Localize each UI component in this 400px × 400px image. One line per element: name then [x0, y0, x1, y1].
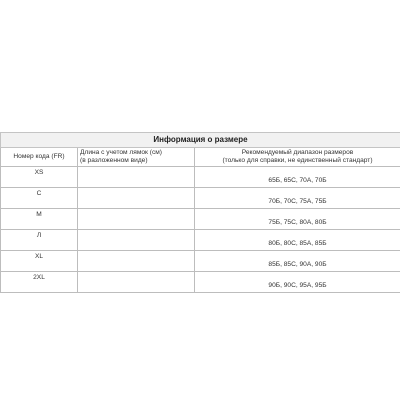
- table-title: Информация о размере: [1, 133, 400, 148]
- size-length: [78, 251, 195, 272]
- size-table: [0, 132, 400, 293]
- table-row: [1, 272, 400, 293]
- size-length: [78, 272, 195, 293]
- header-length: [78, 148, 195, 167]
- header-range-line2: (только для справки, не единственный стандарт): [222, 157, 373, 164]
- header-range: [195, 148, 400, 167]
- header-row: [1, 148, 400, 167]
- table-row: [1, 188, 400, 209]
- table-row: [1, 230, 400, 251]
- header-range-line1: Рекомендуемый диапазон размеров: [241, 149, 354, 156]
- size-range: 85Б, 85С, 90А, 90Б: [195, 251, 400, 272]
- size-range: 65Б, 65С, 70А, 70Б: [195, 167, 400, 188]
- size-range: 70Б, 70С, 75А, 75Б: [195, 188, 400, 209]
- table-row: [1, 251, 400, 272]
- title-row: [1, 133, 400, 148]
- header-length-line1: Длина с учетом лямок (см): [80, 149, 162, 156]
- size-length: [78, 209, 195, 230]
- size-code: С: [1, 188, 78, 209]
- header-code: Номер кода (FR): [1, 148, 78, 167]
- size-code: XL: [1, 251, 78, 272]
- table-row: [1, 209, 400, 230]
- size-code: Л: [1, 230, 78, 251]
- size-code: 2XL: [1, 272, 78, 293]
- header-length-line2: (в разложенном виде): [80, 157, 148, 164]
- size-code: XS: [1, 167, 78, 188]
- size-length: [78, 230, 195, 251]
- size-code: М: [1, 209, 78, 230]
- table-row: [1, 167, 400, 188]
- size-length: [78, 188, 195, 209]
- size-range: 80Б, 80С, 85А, 85Б: [195, 230, 400, 251]
- size-range: 75Б, 75С, 80А, 80Б: [195, 209, 400, 230]
- size-range: 90Б, 90С, 95А, 95Б: [195, 272, 400, 293]
- size-length: [78, 167, 195, 188]
